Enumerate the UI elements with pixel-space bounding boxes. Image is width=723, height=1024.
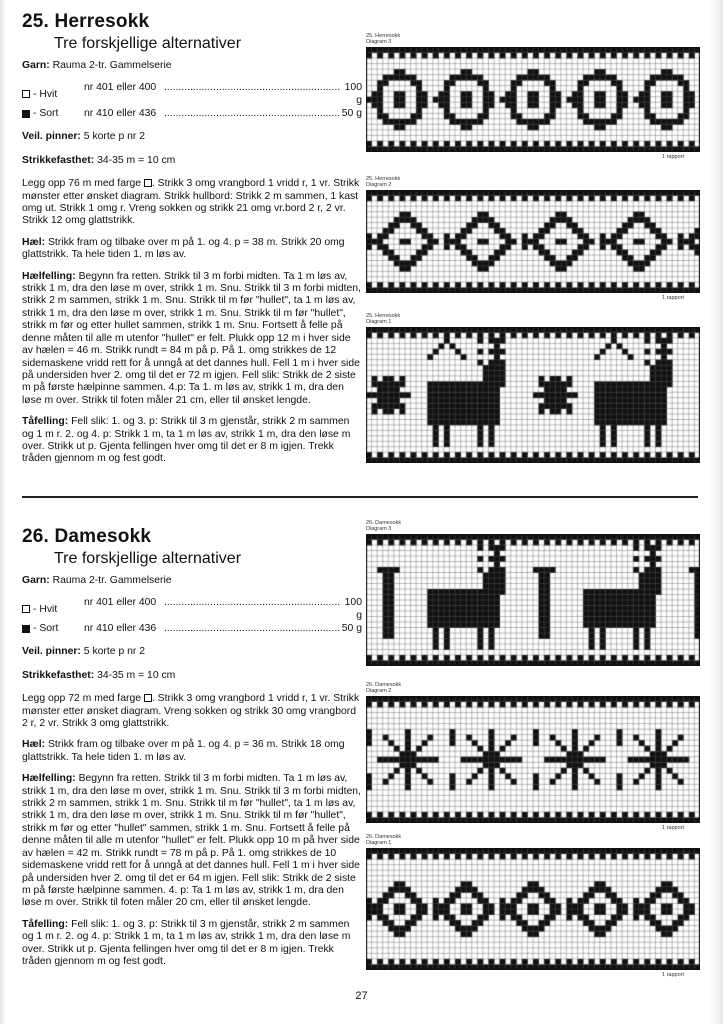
- color-amount: 100 g: [344, 597, 362, 622]
- color-row-white: [22, 596, 362, 622]
- black-swatch-icon: [22, 110, 30, 118]
- heel-decrease-label: Hælfelling:: [22, 773, 76, 785]
- color-number: nr 410 eller 436: [84, 108, 157, 120]
- diagram-herresokk-2: [366, 176, 710, 301]
- diagram-subtitle: Diagram 1: [366, 840, 392, 846]
- toe-label: Tåfelling:: [22, 918, 69, 930]
- color-row-black: [22, 107, 362, 120]
- yarn-label: Garn:: [22, 60, 50, 71]
- section-subtitle: Tre forskjellige alternativer: [54, 550, 242, 567]
- color-list: [22, 81, 362, 120]
- diagram-subtitle: Diagram 3: [366, 526, 392, 532]
- dot-leader: [164, 81, 340, 107]
- heel-text: Strikk fram og tilbake over m på 1. og 4. p = 38 m. Strikk 20 omg glattstrikk. Ta hele tiden 1. m løs av.: [22, 236, 345, 261]
- toe-text: Fell slik: 1. og 3. p: Strikk til 3 m gjenstår, strikk 2 m sammen og 1 m r. 2. og 4. p: Strikk 1 m, ta 1 m løs av, strikk 1 m, dra den løse m over. Strikk ut p. Gjenta fellingen hver omg til det er 8 m igjen. Trekk tråden gjennom m og fest godt.: [22, 918, 351, 967]
- needles-line: [22, 131, 362, 143]
- diagram-title: 25. Herresokk: [366, 33, 401, 39]
- section-title: 25. Herresokk: [22, 11, 150, 32]
- white-swatch-icon: [22, 90, 30, 98]
- toe-paragraph: [22, 919, 362, 969]
- heel-decrease-paragraph: [22, 773, 362, 909]
- diagram-title: 25. Herresokk: [366, 313, 401, 319]
- rapport-label: 1 rapport: [661, 154, 684, 160]
- white-square-icon: [144, 694, 152, 702]
- gauge-line: [22, 670, 362, 682]
- needles-label: Veil. pinner:: [22, 646, 81, 658]
- color-label: - Hvit: [33, 603, 58, 615]
- color-label: - Sort: [33, 623, 59, 635]
- diagram-title: 26. Damesokk: [366, 834, 402, 840]
- gauge-label: Strikkefasthet:: [22, 154, 95, 166]
- intro-paragraph: [22, 693, 362, 730]
- heel-decrease-text: Begynn fra retten. Strikk til 3 m forbi midten. Ta 1 m løs av, strikk 1 m, dra den løse m over, strikk 1 m. Snu. Strikk til 3 m forbi midten, strikk 2 m sammen, strikk 1 m. Snu. Strikk til m før "hullet", ta 1 m løs av, strikk 1 m, dra den løse m over, strikk 1 m. Snu. Strikk til m før "hullet", strikk m før og etter "hullet" sammen, strikk 1 m. Snu. Fortsett å felle på denne måten til alle m utenfor "hullet" er felt. Plukk opp 10 m på hver side av hælen = 42 m. Strikk rundt = 78 m på p. På 1. omg strikkes de 10 sidemaskene vridd rett for å unngå at det dannes hull. Fell 1 m i hver side på undersiden hver 2. omg til det er 64 m igjen. Fell slik: Strikk de 2 siste m på første hælpinne sammen. 4. p: Ta 1 m løs av, strikk 1 m, dra den løse m over. Strikk til foten måler 20 cm, eller til ønsket lengde.: [22, 773, 361, 909]
- color-row-white: [22, 81, 362, 107]
- diagram-subtitle: Diagram 3: [366, 39, 392, 45]
- diagram-title: 26. Damesokk: [366, 682, 402, 688]
- dot-leader: [164, 596, 340, 622]
- yarn-value: Rauma 2-tr. Gammelserie: [52, 60, 172, 71]
- yarn-value: Rauma 2-tr. Gammelserie: [52, 575, 172, 586]
- diagram-herresokk-1: [366, 313, 710, 463]
- diagram-herresokk-3: [366, 33, 710, 160]
- needles-value: 5 korte p nr 2: [83, 646, 146, 658]
- rapport-label: 1 rapport: [661, 825, 684, 831]
- heel-paragraph: [22, 739, 362, 764]
- color-row-black: [22, 622, 362, 635]
- knitting-grid: [366, 327, 700, 463]
- page-right-edge: [709, 0, 723, 1024]
- toe-text: Fell slik: 1. og 3. p: Strikk til 3 m gjenstår, strikk 2 m sammen og 1 m r. 2. og 4. p: Strikk 1 m, ta 1 m løs av, strikk 1 m, dra den løse m over. Strikk ut p. Gjenta fellingen hver omg til det er 8 m igjen. Trekk tråden gjennom m og fest godt.: [22, 416, 351, 465]
- knitting-grid: [366, 696, 700, 823]
- rapport-label: 1 rapport: [661, 295, 684, 301]
- color-label: - Sort: [33, 108, 59, 120]
- heel-decrease-text: Begynn fra retten. Strikk til 3 m forbi midten. Ta 1 m løs av, strikk 1 m, dra den løse m over, strikk 1 m. Snu. Strikk til 3 m forbi midten, strikk 2 m sammen, strikk 1 m. Snu. Strikk til m før "hullet", ta 1 m løs av, strikk 1 m, dra den løse m over, strikk 1 m. Snu. Strikk til m før "hullet", strikk m før og etter hullet sammen, strikk 1 m. Snu. Fortsett å felle på denne måten til alle m utenfor "hullet" er felt. Plukk opp 12 m i hver side av hælen = 46 m. Strikk rundt = 84 m på p. På 1. omg strikkes de 12 sidemaskene vridd rett for å unngå at det dannes hull. Fell 1 m i hver side på undersiden hver 2. omg til det er 72 m igjen. Fell slik: Strikk de 2 siste m på første hælpinne sammen. 4.p: Ta 1. m løs av, strikk 1 m, dra den løse m over. Strikk til foten måler 21 cm, eller til ønsket lengde.: [22, 270, 361, 406]
- black-swatch-icon: [22, 625, 30, 633]
- gauge-label: Strikkefasthet:: [22, 669, 95, 681]
- page-left-edge: [0, 0, 6, 1024]
- color-amount: 100 g: [344, 82, 362, 107]
- diagram-damesokk-2: [366, 682, 710, 831]
- diagram-title: 25. Herresokk: [366, 176, 401, 182]
- color-amount: 50 g: [341, 108, 362, 120]
- color-label: - Hvit: [33, 88, 58, 100]
- needles-value: 5 korte p nr 2: [83, 131, 146, 143]
- intro-text: Legg opp 72 m med farge: [22, 693, 141, 705]
- intro-text-rest: . Strikk 3 omg vrangbord 1 vridd r, 1 vr. Strikk mønster etter ønsket diagram. Vreng sokken og strikk 30 omg vrangbord 2 r, 2 vr. Strikk 3 omg glattstrikk.: [22, 693, 360, 730]
- intro-text: Legg opp 76 m med farge: [22, 178, 141, 190]
- diagram-subtitle: Diagram 1: [366, 319, 392, 325]
- color-amount: 50 g: [341, 623, 362, 635]
- section-title: 26. Damesokk: [22, 526, 152, 547]
- diagram-title: 26. Damesokk: [366, 520, 402, 526]
- intro-text-rest: . Strikk 3 omg vrangbord 1 vridd r, 1 vr. Strikk mønster etter ønsket diagram. Strikk hullbord: Strikk 2 m sammen, 1 kast omg ut. Strikk 1 omg r. Vreng sokken og strikk 21 omg vr.bord 2 r, 2 vr. Strikk 12 omg glattstrikk.: [22, 178, 360, 227]
- diagram-subtitle: Diagram 2: [366, 688, 392, 694]
- heel-decrease-label: Hælfelling:: [22, 270, 76, 282]
- diagram-damesokk-3: [366, 520, 710, 666]
- page-number: 27: [355, 990, 368, 1002]
- section-damesokk: [22, 527, 362, 968]
- heel-decrease-paragraph: [22, 271, 362, 407]
- color-list: [22, 596, 362, 635]
- heel-label: Hæl:: [22, 236, 46, 248]
- white-swatch-icon: [22, 605, 30, 613]
- needles-line: [22, 646, 362, 658]
- color-number: nr 410 eller 436: [84, 623, 157, 635]
- intro-paragraph: [22, 178, 362, 228]
- color-number: nr 401 eller 400: [84, 82, 157, 94]
- gauge-line: [22, 155, 362, 167]
- needles-label: Veil. pinner:: [22, 131, 81, 143]
- section-herresokk: [22, 12, 362, 466]
- yarn-line: [22, 60, 362, 72]
- gauge-value: 34-35 m = 10 cm: [97, 154, 176, 166]
- yarn-label: Garn:: [22, 575, 50, 586]
- section-subtitle: Tre forskjellige alternativer: [54, 35, 242, 52]
- heel-paragraph: [22, 237, 362, 262]
- diagram-damesokk-1: [366, 834, 710, 978]
- heel-text: Strikk fram og tilbake over m på 1. og 4. p = 36 m. Strikk 18 omg glattstrikk. Ta hele tiden 1. m løs av.: [22, 739, 345, 763]
- color-number: nr 401 eller 400: [84, 597, 157, 609]
- yarn-line: [22, 575, 362, 587]
- knitting-grid: [366, 47, 700, 152]
- dot-leader: [164, 107, 340, 120]
- toe-paragraph: [22, 416, 362, 466]
- white-square-icon: [144, 179, 152, 187]
- dot-leader: [164, 622, 340, 635]
- heel-label: Hæl:: [22, 739, 46, 751]
- knitting-grid: [366, 848, 700, 970]
- diagram-subtitle: Diagram 2: [366, 182, 392, 188]
- section-divider: [22, 496, 698, 498]
- rapport-label: 1 rapport: [661, 972, 684, 978]
- knitting-grid: [366, 534, 700, 666]
- toe-label: Tåfelling:: [22, 416, 69, 428]
- gauge-value: 34-35 m = 10 cm: [97, 669, 176, 681]
- knitting-grid: [366, 190, 700, 293]
